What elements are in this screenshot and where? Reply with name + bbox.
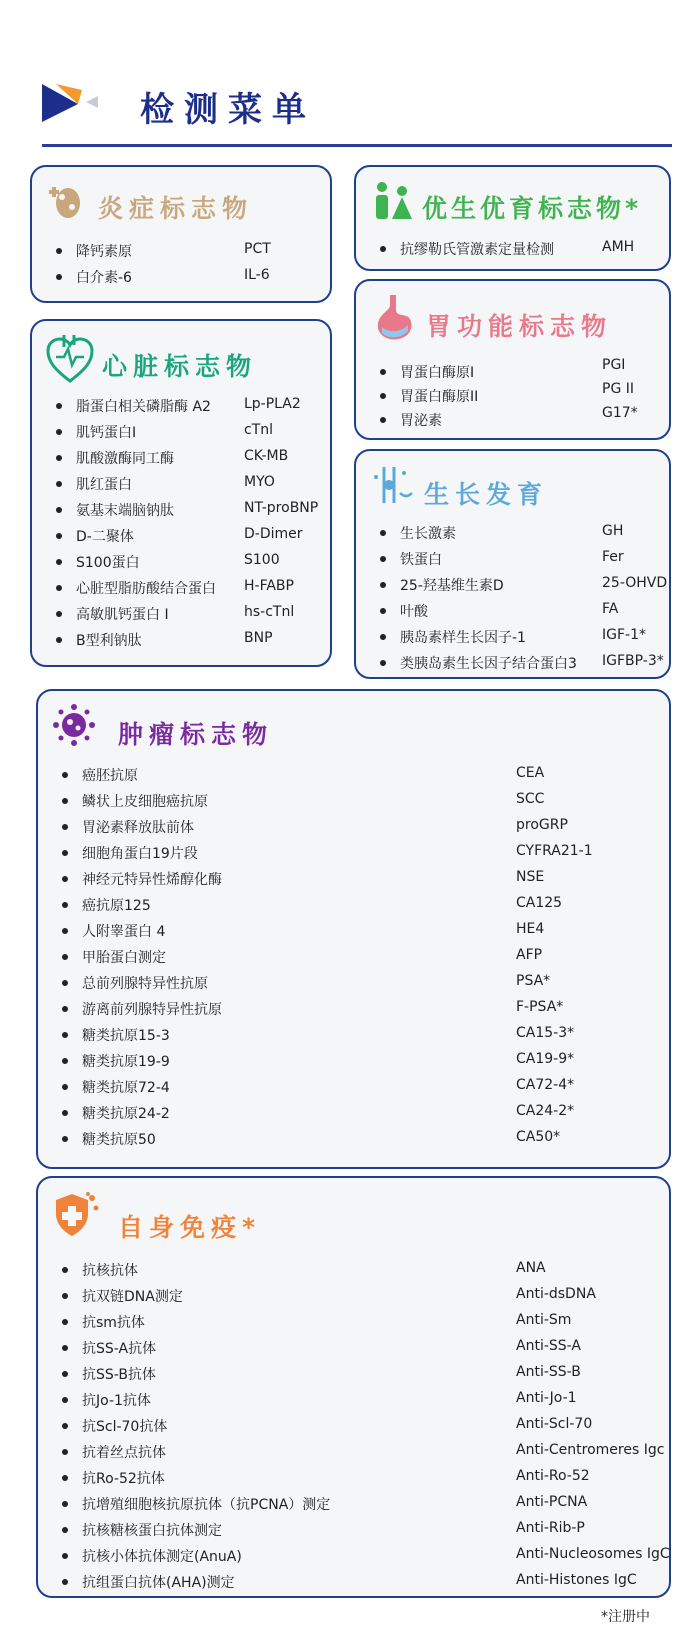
- eugenics-title: 优生优育标志物*: [422, 194, 643, 223]
- page-title: 检测菜单: [140, 90, 316, 130]
- footnote: *注册中: [601, 1609, 650, 1625]
- list-item: 癌抗原125 CA125: [38, 893, 669, 919]
- list-item: 胃蛋白酶原I PGI: [356, 355, 669, 381]
- list-item: 抗Jo-1抗体 Anti-Jo-1: [38, 1388, 669, 1414]
- growth-card: [354, 449, 671, 679]
- brand-logo-icon: [42, 84, 102, 124]
- tumor-card: [36, 689, 671, 1169]
- growth-title: 生长发育: [424, 480, 549, 509]
- inflammation-icon: [46, 179, 90, 223]
- growth-icon: [370, 463, 414, 507]
- list-item: 甲胎蛋白测定 AFP: [38, 945, 669, 971]
- cardiac-title: 心脏标志物: [102, 352, 258, 381]
- mother-child-icon: [370, 179, 414, 223]
- gastric-title: 胃功能标志物: [426, 312, 613, 341]
- list-item: 游离前列腺特异性抗原 F-PSA*: [38, 997, 669, 1023]
- list-item: 氨基末端脑钠肽 NT-proBNP: [32, 498, 330, 524]
- list-item: 肌红蛋白 MYO: [32, 472, 330, 498]
- list-item: 类胰岛素生长因子结合蛋白3 IGFBP-3*: [356, 651, 669, 677]
- tumor-title: 肿瘤标志物: [118, 720, 274, 749]
- autoimmune-card: [36, 1176, 671, 1598]
- list-item: 白介素-6 IL-6: [32, 265, 330, 291]
- list-item: 总前列腺特异性抗原 PSA*: [38, 971, 669, 997]
- list-item: 细胞角蛋白19片段 CYFRA21-1: [38, 841, 669, 867]
- list-item: 抗Ro-52抗体 Anti-Ro-52: [38, 1466, 669, 1492]
- list-item: S100蛋白 S100: [32, 550, 330, 576]
- list-item: 生长激素 GH: [356, 521, 669, 547]
- cardiac-card: [30, 319, 332, 667]
- list-item: 胰岛素样生长因子-1 IGF-1*: [356, 625, 669, 651]
- list-item: 铁蛋白 Fer: [356, 547, 669, 573]
- list-item: 糖类抗原50 CA50*: [38, 1127, 669, 1153]
- title-divider: [42, 144, 672, 147]
- list-item: D-二聚体 D-Dimer: [32, 524, 330, 550]
- stomach-icon: [370, 293, 418, 345]
- list-item: 糖类抗原24-2 CA24-2*: [38, 1101, 669, 1127]
- list-item: 抗双链DNA测定 Anti-dsDNA: [38, 1284, 669, 1310]
- list-item: 抗SS-B抗体 Anti-SS-B: [38, 1362, 669, 1388]
- list-item: 糖类抗原19-9 CA19-9*: [38, 1049, 669, 1075]
- inflammation-title: 炎症标志物: [98, 194, 254, 223]
- list-item: 胃蛋白酶原II PG II: [356, 379, 669, 405]
- list-item: 糖类抗原72-4 CA72-4*: [38, 1075, 669, 1101]
- tumor-cell-icon: [52, 703, 96, 747]
- inflammation-card: [30, 165, 332, 303]
- list-item: 抗Scl-70抗体 Anti-Scl-70: [38, 1414, 669, 1440]
- list-item: 25-羟基维生素D 25-OHVD: [356, 573, 669, 599]
- heart-icon: [46, 333, 94, 385]
- list-item: 抗核小体抗体测定(AnuA) Anti-Nucleosomes IgC: [38, 1544, 669, 1570]
- list-item: 鳞状上皮细胞癌抗原 SCC: [38, 789, 669, 815]
- list-item: 抗缪勒氏管激素定量检测 AMH: [356, 237, 669, 263]
- list-item: 抗核抗体 ANA: [38, 1258, 669, 1284]
- list-item: 抗sm抗体 Anti-Sm: [38, 1310, 669, 1336]
- autoimmune-title: 自身免疫*: [118, 1213, 262, 1242]
- list-item: 抗增殖细胞核抗原抗体（抗PCNA）测定 Anti-PCNA: [38, 1492, 669, 1518]
- list-item: 胃泌素释放肽前体 proGRP: [38, 815, 669, 841]
- immune-shield-icon: [52, 1190, 100, 1238]
- list-item: 抗SS-A抗体 Anti-SS-A: [38, 1336, 669, 1362]
- list-item: 人附睾蛋白 4 HE4: [38, 919, 669, 945]
- list-item: 胃泌素 G17*: [356, 403, 669, 429]
- eugenics-card: [354, 165, 671, 271]
- list-item: 糖类抗原15-3 CA15-3*: [38, 1023, 669, 1049]
- list-item: 降钙素原 PCT: [32, 239, 330, 265]
- list-item: 癌胚抗原 CEA: [38, 763, 669, 789]
- list-item: B型利钠肽 BNP: [32, 628, 330, 654]
- gastric-card: [354, 279, 671, 440]
- list-item: 肌酸激酶同工酶 CK-MB: [32, 446, 330, 472]
- list-item: 高敏肌钙蛋白 I hs-cTnl: [32, 602, 330, 628]
- list-item: 肌钙蛋白I cTnl: [32, 420, 330, 446]
- list-item: 脂蛋白相关磷脂酶 A2 Lp-PLA2: [32, 394, 330, 420]
- list-item: 心脏型脂肪酸结合蛋白 H-FABP: [32, 576, 330, 602]
- list-item: 抗核糖核蛋白抗体测定 Anti-Rib-P: [38, 1518, 669, 1544]
- list-item: 抗着丝点抗体 Anti-Centromeres Igc: [38, 1440, 669, 1466]
- list-item: 神经元特异性烯醇化酶 NSE: [38, 867, 669, 893]
- list-item: 抗组蛋白抗体(AHA)测定 Anti-Histones IgC: [38, 1570, 669, 1596]
- list-item: 叶酸 FA: [356, 599, 669, 625]
